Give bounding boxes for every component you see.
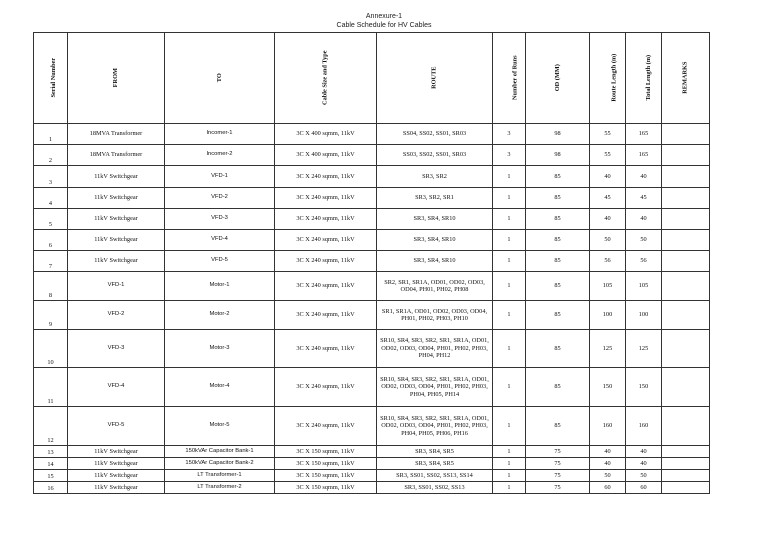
from-cell: 11kV Switchgear [68,482,165,494]
od-cell: 85 [526,272,590,301]
table-body [34,124,710,494]
remarks-cell [662,209,710,230]
table-row [34,446,710,458]
route-cell: SR3, SS01, SS02, SS13, SS14 [377,470,493,482]
od-cell: 85 [526,188,590,209]
route-cell: SS04, SS02, SS01, SR03 [377,124,493,145]
route-cell: SR3, SR4, SR10 [377,209,493,230]
runs-cell: 3 [493,145,526,166]
to-cell: Incomer-2 [165,145,275,166]
cable-cell: 3C X 240 sqmm, 11kV [275,209,377,230]
from-cell: 18MVA Transformer [68,124,165,145]
total-length-cell: 50 [626,230,662,251]
cable-cell: 3C X 240 sqmm, 11kV [275,272,377,301]
route-length-cell: 55 [590,145,626,166]
cable-cell: 3C X 240 sqmm, 11kV [275,188,377,209]
to-cell: VFD-3 [165,209,275,230]
total-length-cell: 150 [626,368,662,407]
route-cell: SR3, SS01, SS02, SS13 [377,482,493,494]
cable-schedule-table [33,32,710,494]
table-row [34,301,710,330]
serial-cell: 6 [34,230,68,251]
runs-cell: 1 [493,188,526,209]
serial-cell: 7 [34,251,68,272]
table-row [34,145,710,166]
od-cell: 85 [526,230,590,251]
od-cell: 85 [526,209,590,230]
total-length-cell: 45 [626,188,662,209]
od-cell: 75 [526,446,590,458]
from-cell: 18MVA Transformer [68,145,165,166]
od-cell: 85 [526,251,590,272]
from-cell: 11kV Switchgear [68,446,165,458]
to-cell: LT Transformer-1 [165,470,275,482]
table-row [34,330,710,368]
to-cell: VFD-2 [165,188,275,209]
remarks-cell [662,188,710,209]
from-cell: 11kV Switchgear [68,188,165,209]
from-cell: 11kV Switchgear [68,251,165,272]
serial-cell: 4 [34,188,68,209]
route-length-cell: 55 [590,124,626,145]
to-cell: Motor-2 [165,301,275,330]
route-length-cell: 45 [590,188,626,209]
col-serial-number: Serial Number [34,33,68,124]
route-length-cell: 160 [590,407,626,446]
runs-cell: 1 [493,368,526,407]
serial-cell: 3 [34,166,68,188]
col-route-length: Route Length (m) [590,33,626,124]
route-cell: SR2, SR1, SR1A, OD01, OD02, OD03, OD04, PH01, PH02, PH08 [377,272,493,301]
od-cell: 85 [526,368,590,407]
runs-cell: 1 [493,209,526,230]
col-route: ROUTE [377,33,493,124]
serial-cell: 15 [34,470,68,482]
header-row [34,33,710,124]
total-length-cell: 40 [626,458,662,470]
od-cell: 75 [526,470,590,482]
serial-cell: 12 [34,407,68,446]
cable-cell: 3C X 240 sqmm, 11kV [275,301,377,330]
cable-cell: 3C X 240 sqmm, 11kV [275,330,377,368]
cable-cell: 3C X 240 sqmm, 11kV [275,251,377,272]
route-cell: SR1, SR1A, OD01, OD02, OD03, OD04, PH01, PH02, PH03, PH10 [377,301,493,330]
cable-cell: 3C X 150 sqmm, 11kV [275,446,377,458]
to-cell: Motor-1 [165,272,275,301]
remarks-cell [662,446,710,458]
from-cell: 11kV Switchgear [68,209,165,230]
to-cell: 150kVAr Capacitor Bank-2 [165,458,275,470]
runs-cell: 1 [493,166,526,188]
od-cell: 85 [526,407,590,446]
remarks-cell [662,272,710,301]
total-length-cell: 160 [626,407,662,446]
col-from: FROM [68,33,165,124]
route-length-cell: 56 [590,251,626,272]
cable-cell: 3C X 150 sqmm, 11kV [275,458,377,470]
serial-cell: 11 [34,368,68,407]
runs-cell: 1 [493,330,526,368]
cable-cell: 3C X 240 sqmm, 11kV [275,407,377,446]
runs-cell: 1 [493,251,526,272]
total-length-cell: 56 [626,251,662,272]
od-cell: 85 [526,301,590,330]
total-length-cell: 125 [626,330,662,368]
runs-cell: 1 [493,470,526,482]
serial-cell: 14 [34,458,68,470]
runs-cell: 1 [493,458,526,470]
serial-cell: 10 [34,330,68,368]
route-cell: SR3, SR2 [377,166,493,188]
remarks-cell [662,407,710,446]
runs-cell: 3 [493,124,526,145]
col-cable-size-type: Cable Size and Type [275,33,377,124]
to-cell: VFD-1 [165,166,275,188]
runs-cell: 1 [493,482,526,494]
from-cell: 11kV Switchgear [68,470,165,482]
table-row [34,470,710,482]
cable-cell: 3C X 400 sqmm, 11kV [275,124,377,145]
route-cell: SR3, SR4, SR5 [377,446,493,458]
route-length-cell: 60 [590,482,626,494]
remarks-cell [662,470,710,482]
runs-cell: 1 [493,407,526,446]
serial-cell: 1 [34,124,68,145]
col-total-length: Total Length (m) [626,33,662,124]
table-row [34,368,710,407]
table-row [34,458,710,470]
route-cell: SR10, SR4, SR3, SR2, SR1, SR1A, OD01, OD02, OD03, OD04, PH01, PH02, PH03, PH04, PH12 [377,330,493,368]
cable-cell: 3C X 240 sqmm, 11kV [275,166,377,188]
route-length-cell: 105 [590,272,626,301]
runs-cell: 1 [493,272,526,301]
table-row [34,251,710,272]
from-cell: 11kV Switchgear [68,166,165,188]
remarks-cell [662,301,710,330]
serial-cell: 9 [34,301,68,330]
to-cell: LT Transformer-2 [165,482,275,494]
col-remarks: REMARKS [662,33,710,124]
total-length-cell: 50 [626,470,662,482]
od-cell: 85 [526,330,590,368]
remarks-cell [662,230,710,251]
route-length-cell: 50 [590,230,626,251]
route-length-cell: 40 [590,166,626,188]
total-length-cell: 100 [626,301,662,330]
remarks-cell [662,166,710,188]
table-row [34,188,710,209]
from-cell: VFD-2 [68,301,165,330]
table-row [34,230,710,251]
od-cell: 98 [526,145,590,166]
serial-cell: 16 [34,482,68,494]
cable-cell: 3C X 240 sqmm, 11kV [275,230,377,251]
route-cell: SR10, SR4, SR3, SR2, SR1, SR1A, OD01, OD02, OD03, OD04, PH01, PH02, PH03, PH04, PH05, PH06, PH16 [377,407,493,446]
od-cell: 98 [526,124,590,145]
table-row [34,166,710,188]
route-length-cell: 100 [590,301,626,330]
runs-cell: 1 [493,446,526,458]
remarks-cell [662,458,710,470]
route-cell: SR3, SR2, SR1 [377,188,493,209]
route-length-cell: 40 [590,209,626,230]
from-cell: VFD-3 [68,330,165,368]
runs-cell: 1 [493,230,526,251]
od-cell: 75 [526,482,590,494]
route-length-cell: 125 [590,330,626,368]
route-cell: SR3, SR4, SR10 [377,230,493,251]
route-cell: SR3, SR4, SR5 [377,458,493,470]
total-length-cell: 60 [626,482,662,494]
route-cell: SS03, SS02, SS01, SR03 [377,145,493,166]
route-cell: SR3, SR4, SR10 [377,251,493,272]
remarks-cell [662,368,710,407]
route-length-cell: 40 [590,458,626,470]
table-row [34,124,710,145]
table-row [34,272,710,301]
remarks-cell [662,145,710,166]
document-title [0,12,768,30]
from-cell: VFD-5 [68,407,165,446]
to-cell: Motor-4 [165,368,275,407]
table-row [34,407,710,446]
annexure-label: Annexure-1 [365,13,403,20]
serial-cell: 8 [34,272,68,301]
od-cell: 75 [526,458,590,470]
to-cell: VFD-4 [165,230,275,251]
route-length-cell: 150 [590,368,626,407]
total-length-cell: 105 [626,272,662,301]
col-number-of-runs: Number of Runs [493,33,526,124]
col-to: TO [165,33,275,124]
remarks-cell [662,330,710,368]
cable-cell: 3C X 150 sqmm, 11kV [275,470,377,482]
serial-cell: 13 [34,446,68,458]
to-cell: 150kVAr Capacitor Bank-1 [165,446,275,458]
to-cell: Incomer-1 [165,124,275,145]
remarks-cell [662,482,710,494]
serial-cell: 5 [34,209,68,230]
cable-cell: 3C X 150 sqmm, 11kV [275,482,377,494]
table-row [34,482,710,494]
route-cell: SR10, SR4, SR3, SR2, SR1, SR1A, OD01, OD02, OD03, OD04, PH01, PH02, PH03, PH04, PH05, PH14 [377,368,493,407]
from-cell: 11kV Switchgear [68,458,165,470]
remarks-cell [662,251,710,272]
runs-cell: 1 [493,301,526,330]
total-length-cell: 165 [626,145,662,166]
cable-cell: 3C X 400 sqmm, 11kV [275,145,377,166]
serial-cell: 2 [34,145,68,166]
total-length-cell: 40 [626,209,662,230]
to-cell: Motor-5 [165,407,275,446]
od-cell: 85 [526,166,590,188]
remarks-cell [662,124,710,145]
from-cell: VFD-1 [68,272,165,301]
route-length-cell: 50 [590,470,626,482]
total-length-cell: 165 [626,124,662,145]
to-cell: VFD-5 [165,251,275,272]
table-row [34,209,710,230]
schedule-title: Cable Schedule for HV Cables [336,22,432,29]
to-cell: Motor-3 [165,330,275,368]
total-length-cell: 40 [626,446,662,458]
total-length-cell: 40 [626,166,662,188]
from-cell: VFD-4 [68,368,165,407]
from-cell: 11kV Switchgear [68,230,165,251]
cable-cell: 3C X 240 sqmm, 11kV [275,368,377,407]
col-od: OD (MM) [526,33,590,124]
route-length-cell: 40 [590,446,626,458]
